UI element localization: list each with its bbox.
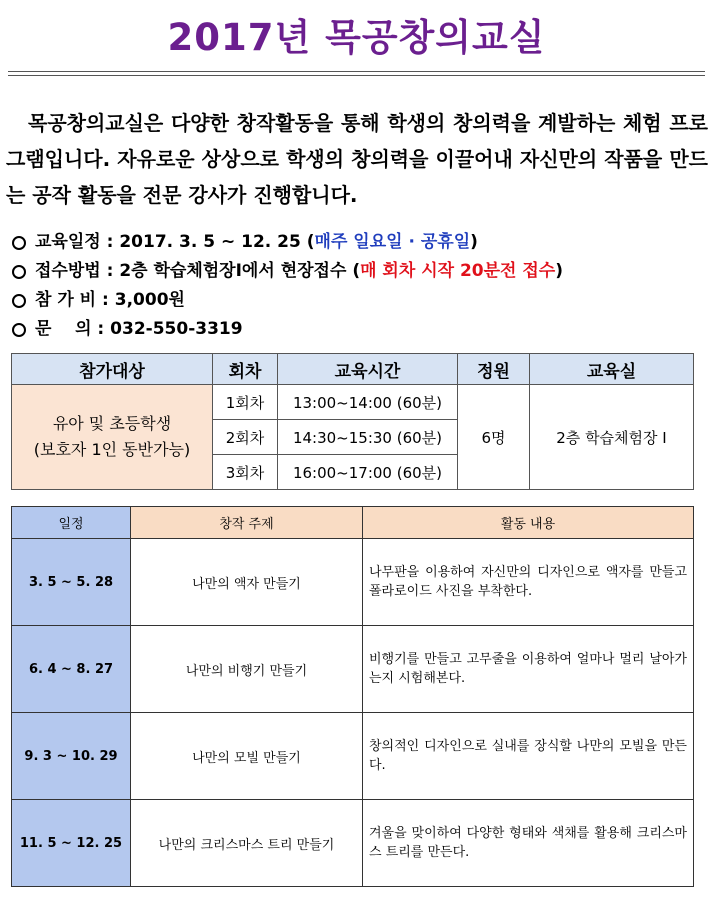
title-divider <box>8 71 705 72</box>
bullet-icon <box>12 294 26 308</box>
registration-note: 매 회차 시작 20분전 접수 <box>360 261 556 281</box>
desc-cell: 겨울을 맞이하여 다양한 형태와 색채를 활용해 크리스마스 트리를 만든다. <box>363 800 694 887</box>
desc-cell: 창의적인 디자인으로 실내를 장식할 나만의 모빌을 만든다. <box>363 713 694 800</box>
contact-value: 032-550-3319 <box>110 319 243 339</box>
topic-cell: 나만의 액자 만들기 <box>131 539 363 626</box>
target-cell <box>12 385 213 490</box>
session-table <box>11 353 694 490</box>
paren-close: ) <box>470 232 478 252</box>
header-target: 참가대상 <box>12 354 213 385</box>
bullet-icon <box>12 323 26 337</box>
paren-close: ) <box>555 261 564 281</box>
header-date: 일정 <box>12 507 131 539</box>
paren-open: ( <box>306 232 315 252</box>
session-table-header <box>12 354 694 385</box>
schedule-note: 매주 일요일 · 공휴일 <box>314 232 471 252</box>
date-cell: 9. 3 ~ 10. 29 <box>12 713 131 800</box>
date-cell: 11. 5 ~ 12. 25 <box>12 800 131 887</box>
round-cell: 2회차 <box>213 420 278 455</box>
table-row <box>12 385 694 420</box>
intro-text: 목공창의교실은 다양한 창작활동을 통해 학생의 창의력을 계발하는 체험 프로그램입니다. 자유로운 상상으로 학생의 창의력을 이끌어내 자신만의 작품을 만드는 공작 활동을 전문 강사가 진행합니다. <box>6 111 708 207</box>
bullet-icon <box>12 265 26 279</box>
topic-cell: 나만의 크리스마스 트리 만들기 <box>131 800 363 887</box>
page-title: 2017년 목공창의교실 <box>167 16 546 59</box>
desc-cell: 비행기를 만들고 고무줄을 이용하여 얼마나 멀리 날아가는지 시험해본다. <box>363 626 694 713</box>
header-topic: 창작 주제 <box>131 507 363 539</box>
target-line1: 유아 및 초등학생 <box>52 414 172 433</box>
intro-paragraph <box>6 105 708 213</box>
paren-open: ( <box>352 261 361 281</box>
table-row <box>12 800 694 887</box>
schedule-row <box>12 228 712 257</box>
header-desc: 활동 내용 <box>363 507 694 539</box>
header-capacity: 정원 <box>458 354 530 385</box>
title-divider <box>8 75 705 76</box>
topic-cell: 나만의 비행기 만들기 <box>131 626 363 713</box>
date-cell: 3. 5 ~ 5. 28 <box>12 539 131 626</box>
program-table <box>11 506 694 887</box>
round-cell: 3회차 <box>213 455 278 490</box>
target-line2: (보호자 1인 동반가능) <box>33 440 191 459</box>
fee-value: 3,000원 <box>114 290 185 310</box>
contact-label: 문 의 : <box>35 319 105 339</box>
table-row <box>12 539 694 626</box>
registration-value: 2층 학습체험장Ⅰ에서 현장접수 <box>119 261 347 281</box>
time-cell: 14:30~15:30 (60분) <box>278 420 458 455</box>
contact-row <box>12 315 712 344</box>
info-list <box>12 228 712 344</box>
table-row <box>12 713 694 800</box>
fee-label: 참 가 비 : <box>35 290 109 310</box>
round-cell: 1회차 <box>213 385 278 420</box>
date-cell: 6. 4 ~ 8. 27 <box>12 626 131 713</box>
time-cell: 13:00~14:00 (60분) <box>278 385 458 420</box>
registration-row <box>12 257 712 286</box>
capacity-cell: 6명 <box>458 385 530 490</box>
bullet-icon <box>12 236 26 250</box>
schedule-label: 교육일정 : <box>35 232 114 252</box>
header-room: 교육실 <box>530 354 694 385</box>
room-cell: 2층 학습체험장 Ⅰ <box>530 385 694 490</box>
fee-row <box>12 286 712 315</box>
table-row <box>12 626 694 713</box>
header-time: 교육시간 <box>278 354 458 385</box>
time-cell: 16:00~17:00 (60분) <box>278 455 458 490</box>
registration-label: 접수방법 : <box>35 261 114 281</box>
header-round: 회차 <box>213 354 278 385</box>
schedule-value: 2017. 3. 5 ~ 12. 25 <box>119 232 301 252</box>
program-table-header <box>12 507 694 539</box>
topic-cell: 나만의 모빌 만들기 <box>131 713 363 800</box>
desc-cell: 나무판을 이용하여 자신만의 디자인으로 액자를 만들고 폴라로이드 사진을 부착한다. <box>363 539 694 626</box>
